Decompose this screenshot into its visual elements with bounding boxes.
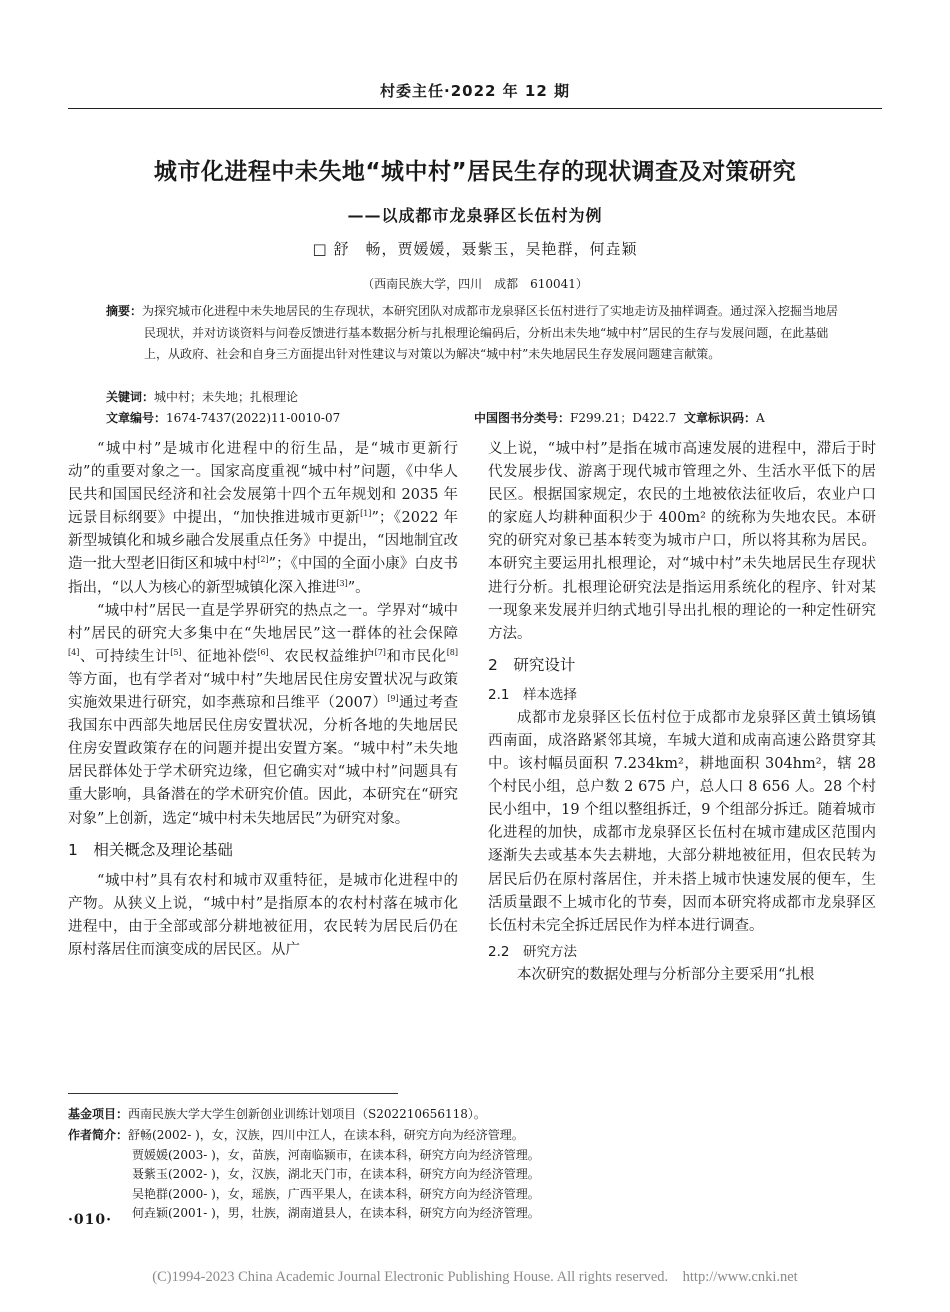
text-run: 、征地补偿 bbox=[181, 648, 258, 665]
bio-row: 聂紫玉(2002- )，女，汉族，湖北天门市，在读本科，研究方向为经济管理。 bbox=[132, 1167, 540, 1181]
text-run: “城中村”是城市化进程中的衍生品，是“城市更新行动”的重要对象之一。国家高度重视“城中村”问题，《中华人民共和国国民经济和社会发展第十四个五年规划和 2035 年远景目标纲要》中提出，“加快推进城市更新 bbox=[68, 441, 458, 527]
citation-ref: [6] bbox=[257, 648, 269, 658]
subsection-heading-2-2: 2.2 研究方法 bbox=[488, 943, 577, 960]
clc-label: 中国图书分类号： bbox=[474, 411, 571, 425]
citation-ref: [9] bbox=[387, 694, 399, 704]
citation-ref: [2] bbox=[257, 555, 269, 565]
paragraph-concept-continued: 义上说，“城中村”是指在城市高速发展的进程中，滞后于时代发展步伐、游离于现代城市管理之外、生活水平低下的居民区。根据国家规定，农民的土地被依法征收后，农业户口的家庭人均耕种面积少于 400m² 的统称为失地农民。本研究的研究对象已基本转变为城市户口，所以将其称为居民。本研究主要运用扎根理论，对“城中村”未失地居民生存现状进行分析。扎根理论研究法是指运用系统化的程序、针对某一现象来发展并归纳式地引导出扎根的理论的一种定性研究方法。 bbox=[488, 441, 876, 642]
text-run: “城中村”居民一直是学界研究的热点之一。学界对“城中村”居民的研究大多集中在“失地居民”这一群体的社会保障 bbox=[68, 602, 458, 642]
paragraph-method: 本次研究的数据处理与分析部分主要采用“扎根 bbox=[517, 966, 815, 983]
affiliation: （西南民族大学，四川 成都 610041） bbox=[362, 277, 588, 291]
article-subtitle: ——以成都市龙泉驿区长伍村为例 bbox=[347, 206, 603, 225]
subsection-heading-2-1: 2.1 样本选择 bbox=[488, 686, 577, 703]
citation-ref: [3] bbox=[336, 578, 348, 588]
clc-value: F299.21；D422.7 bbox=[570, 411, 677, 425]
bio-text: 舒畅(2002- )，女，汉族，四川中江人，在读本科，研究方向为经济管理。 bbox=[128, 1128, 524, 1142]
bio-row: 贾媛媛(2003- )，女，苗族，河南临颍市，在读本科，研究方向为经济管理。 bbox=[132, 1147, 540, 1162]
article-title: 城市化进程中未失地“城中村”居民生存的现状调查及对策研究 bbox=[153, 159, 797, 185]
text-run: ”。 bbox=[347, 579, 370, 596]
section-heading-2: 2 研究设计 bbox=[488, 655, 576, 674]
text-run: 和市民化 bbox=[385, 648, 447, 665]
author-bios bbox=[68, 1126, 540, 1224]
funding-text: 西南民族大学大学生创新创业训练计划项目（S202210656118）。 bbox=[128, 1107, 486, 1121]
keywords-label: 关键词： bbox=[106, 390, 155, 404]
bio-label: 作者简介： bbox=[68, 1128, 129, 1142]
citation-ref: [7] bbox=[374, 648, 386, 658]
text-run: 通过考查我国东中西部失地居民住房安置状况，分析各地的失地居民住房安置政策存在的问题并提出安置方案。“城中村”未失地居民群体处于学术研究边缘，但它确实对“城中村”问题具有重大影响，具备潜在的学术研究价值。因此，本研究在“研究对象”上创新，选定“城中村未失地居民”为研究对象。 bbox=[68, 695, 458, 827]
text-run: 等方面，也有学者对“城中村”失地居民住房安置状况与政策实施效果进行研究，如李燕琼和吕维平（2007） bbox=[68, 671, 458, 712]
page-number: ·010· bbox=[68, 1212, 112, 1228]
citation-ref: [1] bbox=[360, 509, 372, 519]
funding-note bbox=[68, 1105, 486, 1122]
copyright-watermark: (C)1994-2023 China Academic Journal Electronic Publishing House. All rights reserved. http://www.cnki.net bbox=[152, 1269, 798, 1285]
author-list: □ 舒 畅，贾媛媛，聂紫玉，吴艳群，何垚颖 bbox=[312, 240, 638, 258]
text-run: 、农民权益维护 bbox=[268, 648, 375, 665]
text-run: 、可持续生计 bbox=[79, 648, 171, 665]
citation-ref: [8] bbox=[446, 648, 459, 658]
footnote-rule bbox=[68, 1093, 398, 1094]
document-code-value: A bbox=[756, 411, 765, 425]
citation-ref: [5] bbox=[170, 648, 182, 658]
document-code bbox=[684, 409, 765, 426]
paragraph-concept: “城中村”具有农村和城市双重特征，是城市化进程中的产物。从狭义上说，“城中村”是指原本的农村村落在城市化进程中，由于全部或部分耕地被征用，农民转为居民后仍在原村落居住而演变成的居民区。从广 bbox=[68, 872, 458, 958]
body-right-column bbox=[488, 438, 876, 987]
abstract bbox=[106, 301, 846, 366]
abstract-text: 为探究城市化进程中未失地居民的生存现状，本研究团队对成都市龙泉驿区长伍村进行了实地走访及抽样调查。通过深入挖掘当地居民现状，并对访谈资料与问卷反馈进行基本数据分析与扎根理论编码后，分析出未失地“城中村”居民的生存与发展问题，在此基础上，从政府、社会和自身三方面提出针对性建议与对策以为解决“城中村”未失地居民生存发展问题建言献策。 bbox=[142, 304, 839, 361]
abstract-label: 摘要： bbox=[106, 304, 143, 318]
clc-number bbox=[474, 409, 676, 426]
bio-row: 吴艳群(2000- )，女，瑶族，广西平果人，在读本科，研究方向为经济管理。 bbox=[132, 1186, 540, 1201]
body-left-column bbox=[68, 438, 458, 962]
header-rule bbox=[68, 108, 882, 109]
document-code-label: 文章标识码： bbox=[684, 411, 757, 425]
keywords bbox=[106, 388, 298, 405]
article-number-value: 1674-7437(2022)11-0010-07 bbox=[166, 411, 341, 425]
bio-row bbox=[68, 1126, 540, 1146]
text-run: ”；《2022 年新型城镇化和城乡融合发展重点任务》中提出，“因地制宜改造一批大型老旧街区和城中村 bbox=[68, 510, 458, 573]
citation-ref: [4] bbox=[68, 648, 80, 658]
paragraph-literature bbox=[68, 600, 458, 831]
article-number-label: 文章编号： bbox=[106, 411, 167, 425]
text-run: ”；《中国的全面小康》白皮书指出，“以人为核心的新型城镇化深入推进 bbox=[68, 556, 458, 596]
article-number bbox=[106, 409, 340, 426]
funding-label: 基金项目： bbox=[68, 1107, 129, 1121]
paragraph-sample: 成都市龙泉驿区长伍村位于成都市龙泉驿区黄土镇场镇西南面，成洛路紧邻其境，车城大道和成南高速公路贯穿其中。该村幅员面积 7.234km²，耕地面积 304hm²，辖 28 个村民小组，总户数 2 675 户，总人口 8 656 人。28 个村民小组中，19 个组以整组拆迁，9 个组部分拆迁。随着城市化进程的加快，成都市龙泉驿区长伍村在城市建成区范围内逐渐失去或基本失去耕地，大部分耕地被征用，但农民转为居民后仍在原村落居住，并未搭上城市快速发展的便车，生活质量跟不上城市化的节奏，因而本研究将成都市龙泉驿区长伍村未完全拆迁居民作为样本进行调查。 bbox=[488, 709, 876, 934]
abstract-body bbox=[106, 301, 846, 366]
section-heading-1: 1 相关概念及理论基础 bbox=[68, 840, 233, 859]
paragraph-intro bbox=[68, 438, 458, 600]
running-header: 村委主任·2022 年 12 期 bbox=[380, 82, 570, 100]
bio-row: 何垚颖(2001- )，男，壮族，湖南道县人，在读本科，研究方向为经济管理。 bbox=[132, 1206, 540, 1220]
keywords-text: 城中村；未失地；扎根理论 bbox=[154, 390, 299, 404]
